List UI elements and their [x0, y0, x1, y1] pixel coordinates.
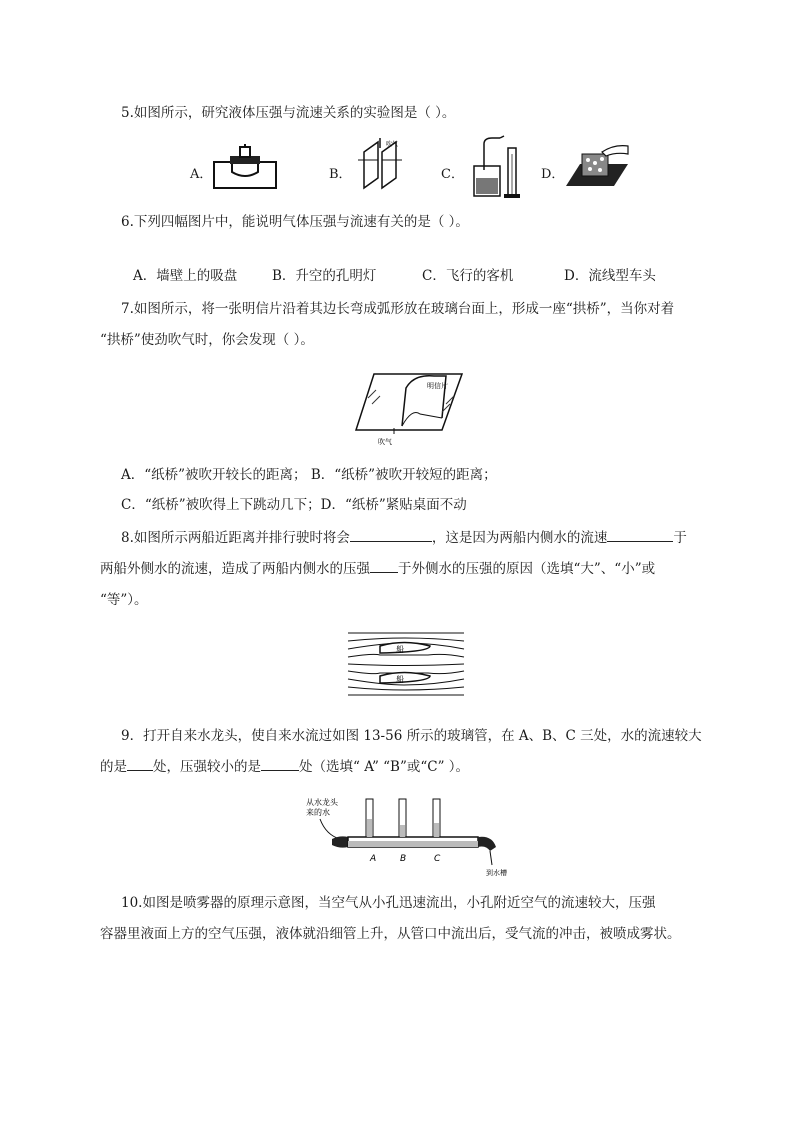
q9-answer-blank-2[interactable]: [261, 756, 299, 771]
q9-point-c: C: [434, 854, 441, 864]
q5-option-d-label: D．: [541, 167, 565, 182]
q8-answer-blank-2[interactable]: [607, 527, 673, 542]
q6-option-d: D．流线型车头: [564, 268, 656, 284]
q5-option-c-label: C．: [441, 167, 464, 182]
q8-boat-label-2: 船: [396, 675, 404, 684]
q8-line3: “等”）。: [100, 592, 148, 608]
q9-fig-in-label-2: 来的水: [306, 808, 330, 817]
q8-line1-text-a: 8.如图所示两船近距离并排行驶时将会: [121, 530, 350, 546]
q9-answer-blank-1[interactable]: [127, 756, 153, 771]
q9-line1: 9．打开自来水龙头，使自来水流过如图 13-56 所示的玻璃管，在 A、B、C 三处，水的流速较大: [121, 728, 702, 744]
q8-figure: [344, 625, 470, 703]
q8-answer-blank-3[interactable]: [370, 558, 398, 573]
q5-option-b-label: B．: [329, 167, 352, 182]
q5-option-a-label: A．: [190, 167, 213, 182]
q9-line2-text-b: 处，压强较小的是: [153, 759, 261, 775]
q7-fig-blow-label: 吹气: [378, 438, 392, 446]
q5-stem: 5.如图所示，研究液体压强与流速关系的实验图是（ ）。: [121, 105, 456, 121]
q5-fig-b-blow-label: 吹气: [386, 141, 399, 148]
q8-answer-blank-1[interactable]: [350, 527, 432, 542]
q7-stem-line1: 7.如图所示，将一张明信片沿着其边长弯成弧形放在玻璃台面上，形成一座“拱桥”，当你对着: [121, 301, 675, 317]
q9-point-b: B: [400, 854, 407, 864]
q9-figure: [300, 795, 512, 881]
q6-option-b: B．升空的孔明灯: [272, 268, 377, 284]
q6-option-a: A．墙壁上的吸盘: [133, 268, 238, 284]
q8-boat-label-1: 船: [396, 645, 404, 654]
q5-figure-b: [350, 138, 410, 194]
q8-line2-text-a: 两船外侧水的流速，造成了两船内侧水的压强: [100, 561, 370, 577]
q8-line1: [121, 527, 687, 548]
q9-point-a: A: [370, 854, 377, 864]
q6-stem: 6.下列四幅图片中，能说明气体压强与流速有关的是（ ）。: [121, 214, 469, 230]
q9-line2-text-c: 处（选填“ A” “B”或“C” ）。: [299, 759, 470, 775]
q5-figure-d: [562, 138, 632, 192]
q8-line1-text-b: ，这是因为两船内侧水的流速: [431, 530, 608, 546]
q9-fig-in-label-1: 从水龙头: [306, 798, 338, 807]
q7-fig-card-label: 明信片: [427, 382, 448, 390]
q7-options-line2: C．“纸桥”被吹得上下跳动几下；D．“纸桥”紧贴桌面不动: [121, 497, 467, 513]
q10-line1: 10.如图是喷雾器的原理示意图，当空气从小孔迅速流出，小孔附近空气的流速较大，压强: [121, 895, 656, 911]
q8-line2-text-b: 于外侧水的压强的原因（选填“大”、“小”或: [398, 561, 656, 577]
q9-fig-out-label: 到水槽: [486, 869, 507, 877]
q5-figure-c: [470, 134, 524, 200]
q7-figure: [354, 368, 466, 448]
q7-stem-line2: “拱桥”使劲吹气时，你会发现（ ）。: [100, 332, 314, 348]
q5-figure-a: [212, 144, 278, 190]
q10-line2: 容器里液面上方的空气压强，液体就沿细管上升，从管口中流出后，受气流的冲击，被喷成雾状。: [100, 926, 681, 942]
q7-options-line1: A．“纸桥”被吹开较长的距离； B．“纸桥”被吹开较短的距离；: [121, 467, 497, 483]
q9-line2-text-a: 的是: [100, 759, 127, 775]
q6-option-c: C．飞行的客机: [422, 268, 514, 284]
q8-line2: [100, 558, 655, 579]
q9-line2: [100, 756, 469, 777]
q8-line1-text-c: 于: [673, 530, 687, 546]
